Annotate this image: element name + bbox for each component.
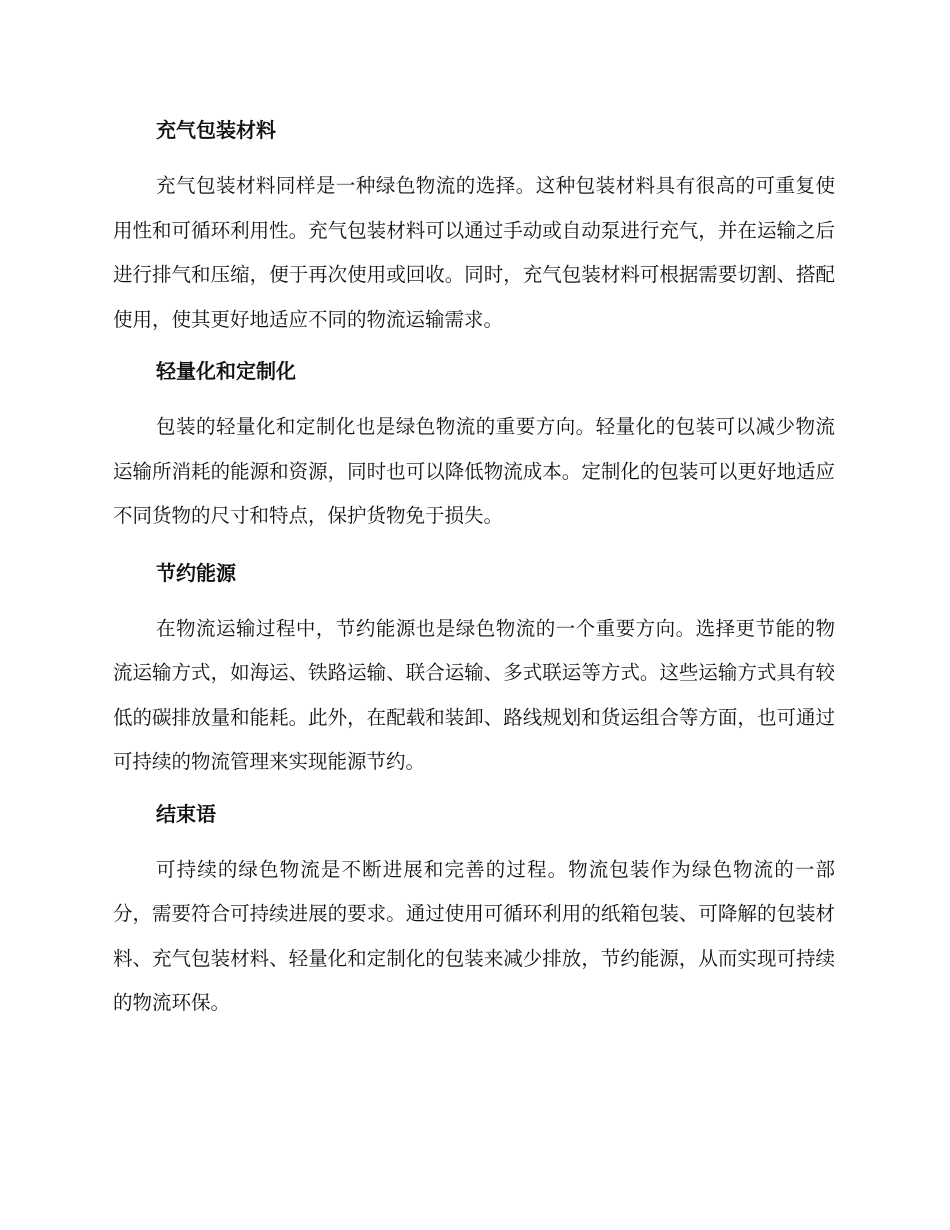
document-content: [113, 108, 835, 1026]
section-heading: 充气包装材料: [156, 118, 276, 142]
section-heading: 轻量化和定制化: [156, 359, 296, 383]
section-heading: 节约能源: [156, 560, 236, 585]
section-paragraph: 在物流运输过程中，节约能源也是绿色物流的一个重要方向。选择更节能的物流运输方式，如海运、铁路运输、联合运输、多式联运等方式。这些运输方式具有较低的碳排放量和能耗。此外，在配载和装卸、路线规划和货运组合等方面，也可通过可持续的物流管理来实现能源节约。: [113, 616, 835, 773]
section-paragraph: 可持续的绿色物流是不断进展和完善的过程。物流包装作为绿色物流的一部分，需要符合可持续进展的要求。通过使用可循环利用的纸箱包装、可降解的包装材料、充气包装材料、轻量化和定制化的包装来减少排放，节约能源，从而实现可持续的物流环保。: [113, 857, 835, 1014]
section-paragraph: 包装的轻量化和定制化也是绿色物流的重要方向。轻量化的包装可以减少物流运输所消耗的能源和资源，同时也可以降低物流成本。定制化的包装可以更好地适应不同货物的尺寸和特点，保护货物免于损失。: [113, 415, 835, 527]
section-energy-saving: [113, 551, 835, 785]
section-heading: 结束语: [156, 801, 216, 826]
section-conclusion: [113, 792, 835, 1026]
section-paragraph: 充气包装材料同样是一种绿色物流的选择。这种包装材料具有很高的可重复使用性和可循环利用性。充气包装材料可以通过手动或自动泵进行充气，并在运输之后进行排气和压缩，便于再次使用或回收。同时，充气包装材料可根据需要切割、搭配使用，使其更好地适应不同的物流运输需求。: [113, 174, 835, 331]
section-inflatable-packaging: [113, 108, 835, 342]
section-lightweight-customization: [113, 349, 835, 539]
